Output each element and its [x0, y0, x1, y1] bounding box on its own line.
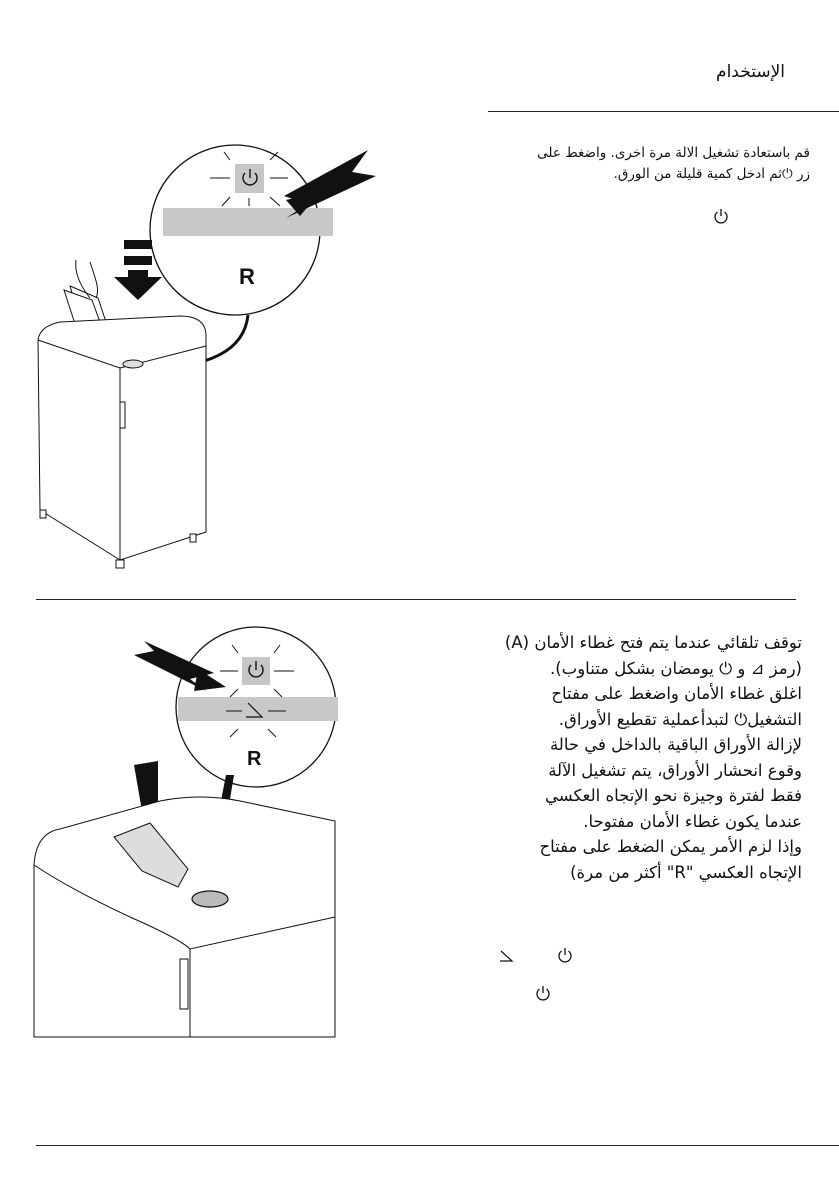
divider-bottom [36, 1145, 839, 1146]
section2-line-10: الإتجاه العكسي "R" أكثر من مرة) [570, 862, 802, 882]
section2-line-7: فقط لفترة وجيزة نحو الإتجاه العكسي [545, 786, 802, 805]
section1-line-1: قم باستعادة تشغيل الالة مرة اخرى. واضغط على [537, 145, 810, 161]
section2-line-2: (رمز ⊿ و ⏻ يومضان بشكل متناوب). [550, 658, 802, 678]
section2-instructions [470, 630, 802, 885]
section1-line-2: زر ⏻ثم ادخل كمية قليلة من الورق. [613, 166, 810, 182]
cover-open-icon [498, 948, 518, 964]
power-icon [534, 984, 552, 1002]
reverse-label-r: R [247, 748, 262, 770]
reverse-label-r: R [239, 264, 255, 289]
section2-line-1: توقف تلقائي عندما يتم فتح غطاء الأمان (A) [504, 633, 802, 652]
page-title: الإستخدام [716, 62, 785, 82]
section2-line-4: التشغيل⏻ لتبدأعملية تقطيع الأوراق. [558, 709, 802, 729]
safety-cover-illustration [30, 625, 340, 1045]
divider-middle [36, 599, 796, 600]
section2-line-3: اغلق غطاء الأمان واضغط على مفتاح [551, 684, 802, 703]
shredder-feed-illustration [30, 140, 380, 580]
divider-top [488, 111, 839, 112]
section2-line-6: وقوع انحشار الأوراق، يتم تشغيل الآلة [548, 760, 802, 780]
section2-line-8: عندما يكون غطاء الأمان مفتوحا. [583, 811, 802, 831]
section2-line-9: وإذا لزم الأمر يمكن الضغط على مفتاح [539, 837, 802, 856]
power-icon [712, 207, 730, 225]
section2-line-5: لإزالة الأوراق الباقية بالداخل في حالة [549, 735, 802, 754]
section1-instructions [500, 143, 810, 185]
power-icon [556, 946, 574, 964]
